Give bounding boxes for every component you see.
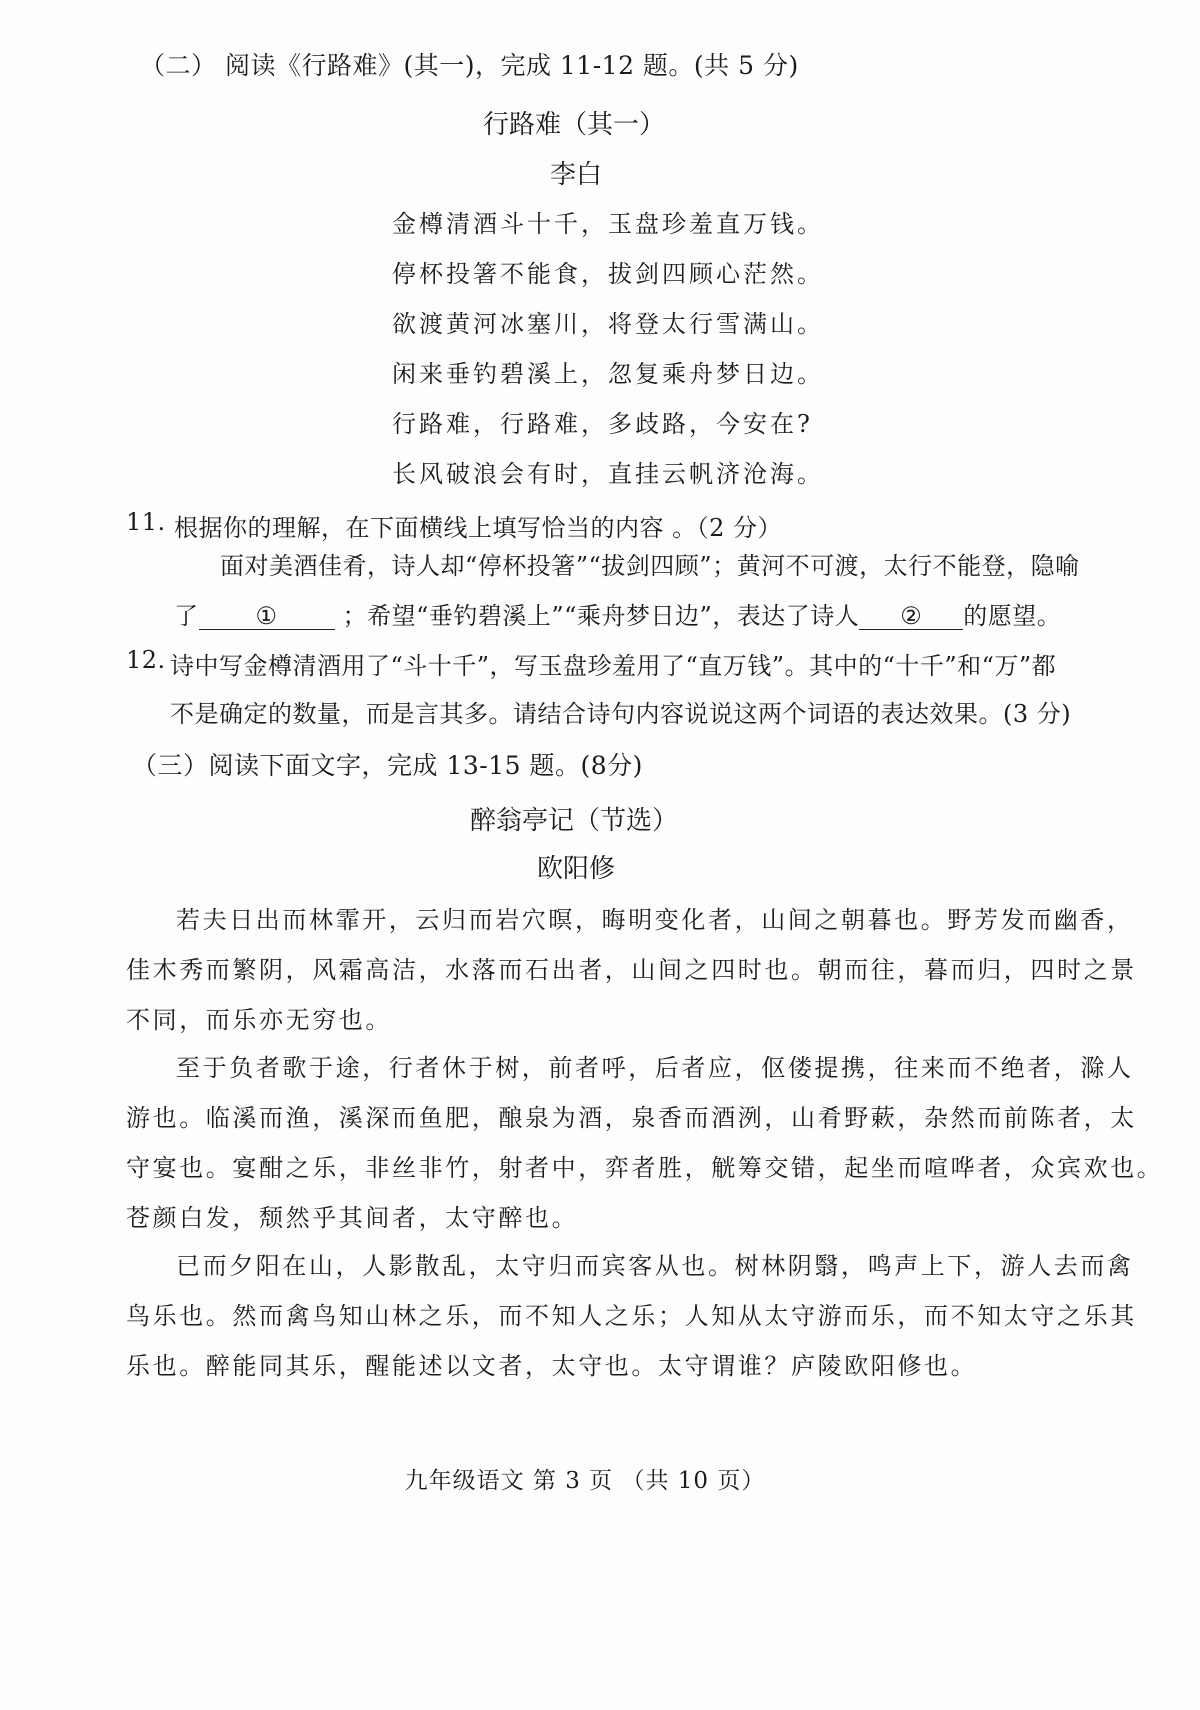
essay-line: 乐也。醉能同其乐，醒能述以文者，太守也。太守谓谁？庐陵欧阳修也。 [126,1352,978,1380]
essay-author: 欧阳修 [536,854,615,884]
essay-line: 至于负者歌于途，行者休于树，前者呼，后者应，伛偻提携，往来而不绝者，滁人 [176,1054,1134,1082]
question-12-number: 12. [126,646,166,674]
question-11-line-1: 面对美酒佳肴，诗人却“停杯投箸”“拔剑四顾”；黄河不可渡，太行不能登，隐喻 [220,552,1080,580]
poem-line: 欲渡黄河冰塞川，将登太行雪满山。 [392,310,824,338]
q11-suffix: 的愿望。 [963,602,1062,630]
poem-line: 金樽清酒斗十千，玉盘珍羞直万钱。 [392,210,824,238]
essay-line: 不同，而乐亦无穷也。 [126,1006,392,1034]
essay-line: 佳木秀而繁阴，风霜高洁，水落而石出者，山间之四时也。朝而往，暮而归，四时之景 [126,956,1137,984]
essay-line: 苍颜白发，颓然乎其间者，太守醉也。 [126,1204,579,1232]
question-11-prompt: 根据你的理解，在下面横线上填写恰当的内容 。（2 分） [174,514,783,542]
essay-line: 守宴也。宴酣之乐，非丝非竹，射者中，弈者胜，觥筹交错，起坐而喧哗者，众宾欢也。 [126,1154,1164,1182]
question-11-number: 11. [126,508,166,536]
poem-line: 闲来垂钓碧溪上，忽复乘舟梦日边。 [392,360,824,388]
essay-line: 鸟乐也。然而禽鸟知山林之乐，而不知人之乐；人知从太守游而乐，而不知太守之乐其 [126,1302,1137,1330]
answer-blank-1[interactable]: ① [199,603,335,630]
section-2-heading: （二） 阅读《行路难》(其一)，完成 11-12 题。(共 5 分) [140,51,799,80]
q11-mid: ；希望“垂钓碧溪上”“乘舟梦日边”，表达了诗人 [342,602,860,630]
poem-line: 行路难，行路难，多歧路，今安在? [392,410,813,438]
section-3-heading: （三）阅读下面文字，完成 13-15 题。(8分) [132,751,643,780]
poem-line: 停杯投箸不能食，拔剑四顾心茫然。 [392,260,824,288]
essay-line: 若夫日出而林霏开，云归而岩穴暝，晦明变化者，山间之朝暮也。野芳发而幽香， [176,906,1134,934]
question-11-line-2 [174,596,1061,631]
essay-title: 醉翁亭记（节选） [469,806,678,836]
poem-line: 长风破浪会有时，直挂云帆济沧海。 [392,460,824,488]
page-footer: 九年级语文 第 3 页 （共 10 页） [404,1468,766,1494]
question-12-line-2: 不是确定的数量，而是言其多。请结合诗句内容说说这两个词语的表达效果。(3 分) [170,700,1072,728]
poem-author: 李白 [549,160,602,190]
q11-prefix: 了 [174,602,199,630]
answer-blank-2[interactable]: ② [859,603,963,630]
essay-line: 游也。临溪而渔，溪深而鱼肥，酿泉为酒，泉香而酒洌，山肴野蔌，杂然而前陈者，太 [126,1104,1137,1132]
question-12-line-1: 诗中写金樽清酒用了“斗十千”，写玉盘珍羞用了“直万钱”。其中的“十千”和“万”都 [170,652,1057,680]
essay-line: 已而夕阳在山，人影散乱，太守归而宾客从也。树林阴翳，鸣声上下，游人去而禽 [176,1252,1134,1280]
poem-title: 行路难（其一） [482,110,665,140]
